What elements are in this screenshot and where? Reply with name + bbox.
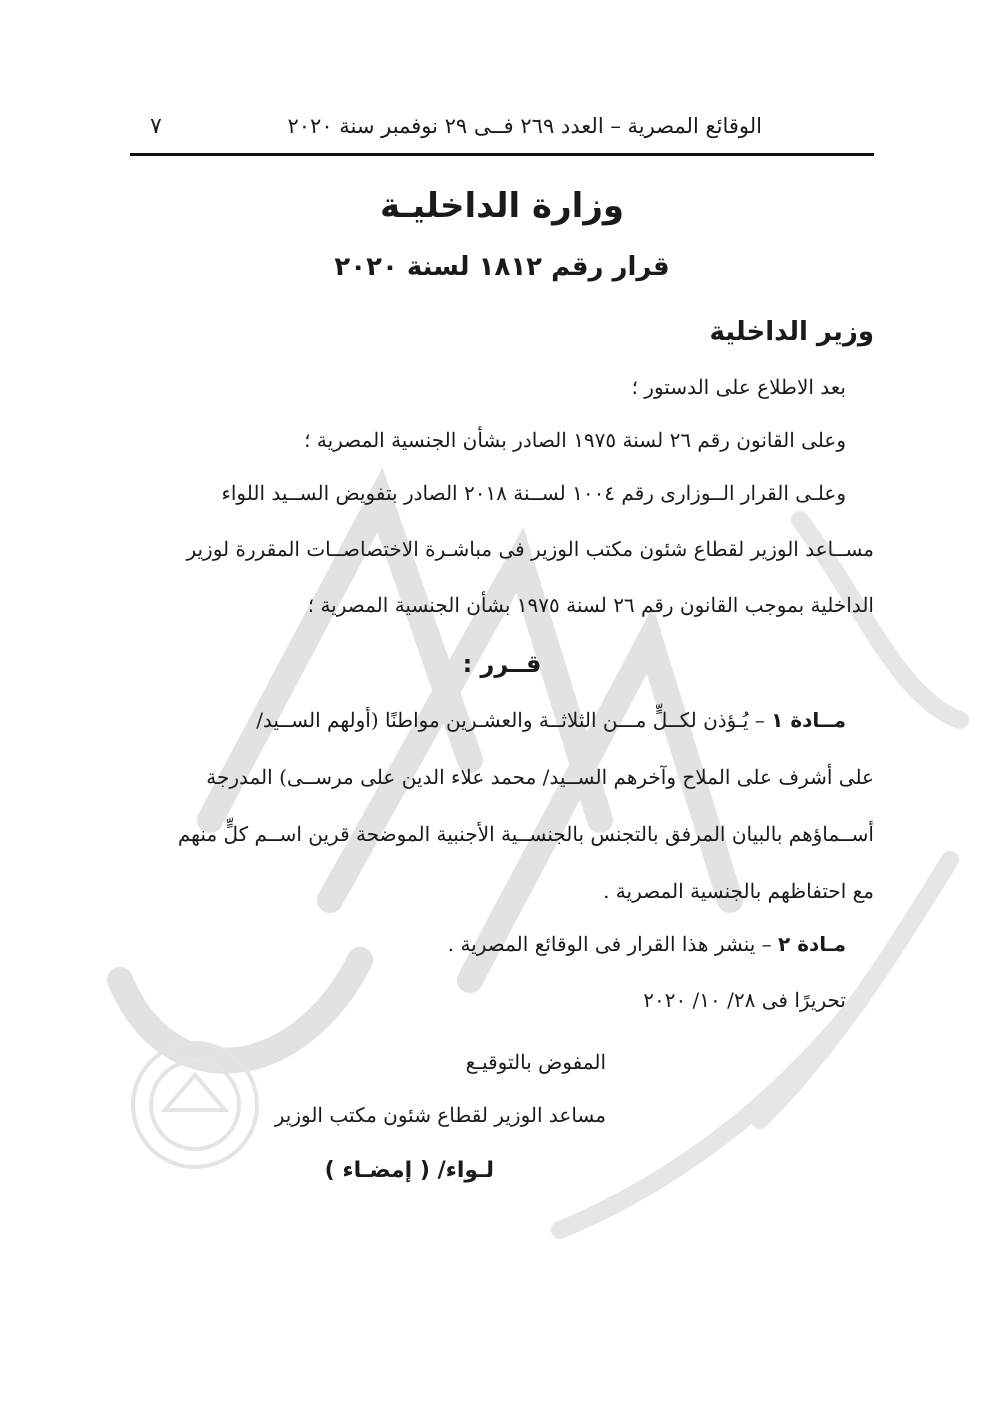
header-divider bbox=[130, 153, 874, 156]
running-header: الوقائع المصرية – العدد ٢٦٩ فــى ٢٩ نوفمبر سنة ٢٠٢٠ bbox=[287, 114, 762, 138]
article-1-text: – يُـؤذن لكــلٍّ مـــن الثلاثــة والعشـرين مواطنًا (أولهم الســيد/ bbox=[256, 708, 765, 732]
preamble-line-3: وعلـى القرار الــوزارى رقم ١٠٠٤ لســنة ٢٠١٨ الصادر بتفويض الســيد اللواء bbox=[221, 481, 846, 505]
article-2-text: – ينشر هذا القرار فى الوقائع المصرية . bbox=[447, 932, 772, 956]
article-1-line-4: مع احتفاظهم بالجنسية المصرية . bbox=[603, 879, 874, 903]
authorized-signatory: المفوض بالتوقيـع bbox=[465, 1050, 606, 1074]
seal-emblem bbox=[133, 1043, 257, 1167]
preamble-line-4: مســاعد الوزير لقطاع شئون مكتب الوزير فى مباشـرة الاختصاصــات المقررة لوزير bbox=[186, 537, 874, 561]
article-1-label: مــادة ١ bbox=[771, 708, 846, 732]
signatory-name: لـواء/ ( إمضـاء ) bbox=[324, 1158, 494, 1183]
preamble-line-2: وعلى القانون رقم ٢٦ لسنة ١٩٧٥ الصادر بشأن الجنسية المصرية ؛ bbox=[304, 428, 846, 452]
signatory-title: مساعد الوزير لقطاع شئون مكتب الوزير bbox=[274, 1103, 606, 1127]
article-2 bbox=[448, 932, 846, 956]
issue-date: تحريرًا فى ٢٨/ ١٠/ ٢٠٢٠ bbox=[643, 988, 846, 1012]
preamble-line-1: بعد الاطلاع على الدستور ؛ bbox=[631, 375, 846, 399]
decree-title: قرار رقم ١٨١٢ لسنة ٢٠٢٠ bbox=[334, 252, 670, 282]
page-number: ٧ bbox=[150, 114, 162, 139]
ministry-title: وزارة الداخليـة bbox=[379, 186, 625, 226]
article-2-label: مـادة ٢ bbox=[778, 932, 846, 956]
decided-label: قــرر : bbox=[462, 650, 542, 678]
minister-heading: وزير الداخلية bbox=[709, 317, 874, 347]
article-1-line-1 bbox=[256, 708, 846, 732]
preamble-line-5: الداخلية بموجب القانون رقم ٢٦ لسنة ١٩٧٥ بشأن الجنسية المصرية ؛ bbox=[307, 593, 874, 617]
article-1-line-2: على أشرف على الملاح وآخرهم الســيد/ محمد علاء الدين على مرســى) المدرجة bbox=[206, 765, 874, 789]
article-1-line-3: أســماؤهم بالبيان المرفق بالتجنس بالجنســية الأجنبية الموضحة قرين اســم كلٍّ منهم bbox=[177, 822, 874, 846]
